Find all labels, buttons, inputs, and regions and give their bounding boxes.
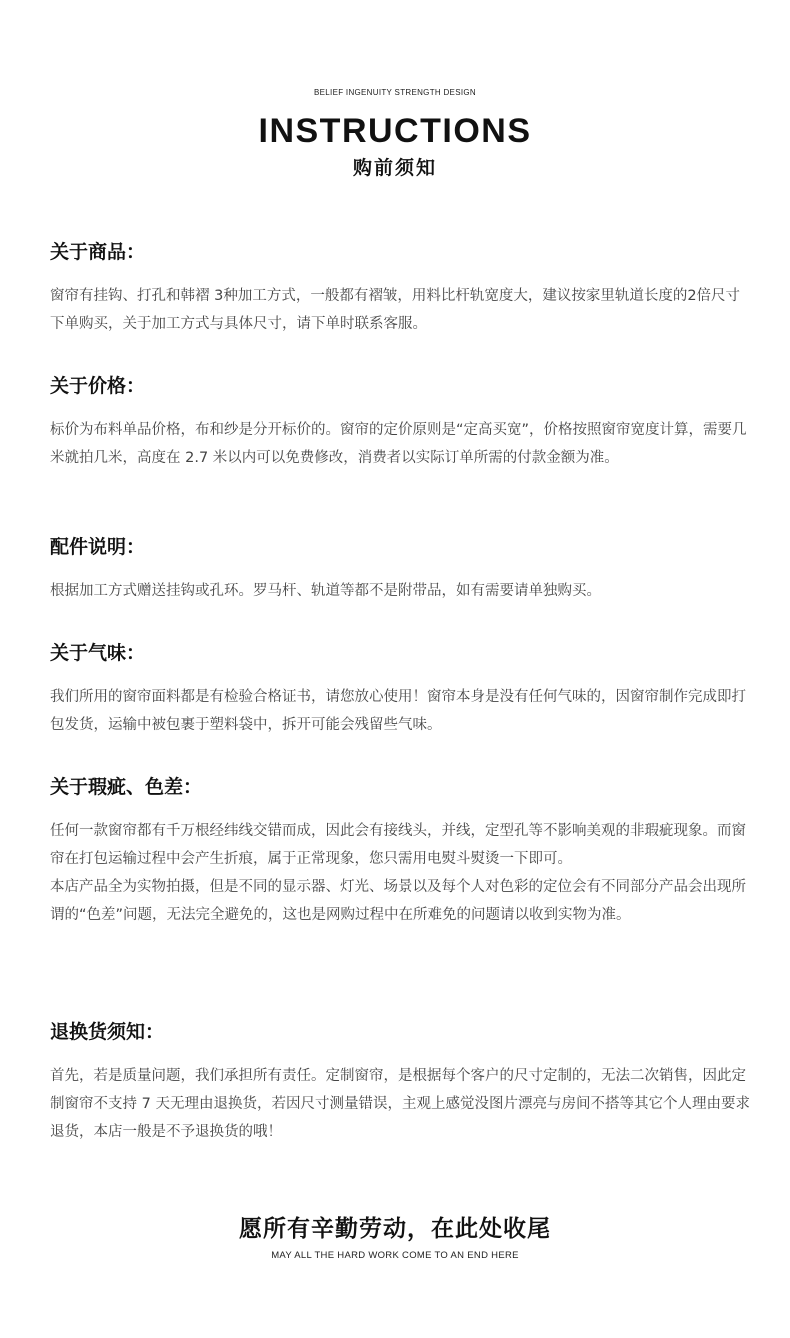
page-title-en: INSTRUCTIONS (258, 112, 532, 150)
section-paragraph: 首先，若是质量问题，我们承担所有责任。定制窗帘，是根据每个客户的尺寸定制的，无法二次销售，因此定制窗帘不支持 7 天无理由退换货，若因尺寸测量错误，主观上感觉没图片漂亮与房间不搭等其它个人理由要求退货，本店一般是不予退换货的哦！ (50, 1068, 750, 1140)
section-price (50, 374, 750, 472)
section-heading: 退换货须知： (50, 1021, 165, 1043)
footer-motto-en: MAY ALL THE HARD WORK COME TO AN END HERE (271, 1250, 519, 1261)
section-paragraph: 本店产品全为实物拍摄，但是不同的显示器、灯光、场景以及每个人对色彩的定位会有不同部分产品会出现所谓的“色差”问题，无法完全避免的，这也是网购过程中在所难免的问题请以收到实物为准。 (50, 879, 746, 923)
header-tagline: BELIEF INGENUITY STRENGTH DESIGN (314, 88, 476, 97)
section-returns (50, 1020, 750, 1146)
section-accessories (50, 535, 750, 605)
page-title-cn: 购前须知 (352, 157, 437, 179)
section-heading: 关于瑕疵、色差： (50, 776, 203, 798)
footer-motto-cn: 愿所有辛勤劳动，在此处收尾 (239, 1216, 551, 1242)
section-product (50, 240, 750, 338)
section-paragraph: 窗帘有挂钩、打孔和韩褶 3种加工方式，一般都有褶皱，用料比杆轨宽度大，建议按家里轨道长度的2倍尺寸下单购买，关于加工方式与具体尺寸，请下单时联系客服。 (50, 288, 741, 332)
section-paragraph: 根据加工方式赠送挂钩或孔环。罗马杆、轨道等都不是附带品，如有需要请单独购买。 (50, 583, 601, 599)
section-paragraph: 标价为布料单品价格，布和纱是分开标价的。窗帘的定价原则是“定高买宽”，价格按照窗帘宽度计算，需要几米就拍几米，高度在 2.7 米以内可以免费修改，消费者以实际订单所需的付款金额为准。 (50, 422, 747, 466)
section-heading: 配件说明： (50, 536, 146, 558)
section-heading: 关于气味： (50, 642, 146, 664)
section-heading: 关于价格： (50, 375, 146, 397)
section-heading: 关于商品： (50, 241, 146, 263)
section-paragraph: 任何一款窗帘都有千万根经纬线交错而成，因此会有接线头，并线，定型孔等不影响美观的非瑕疵现象。而窗帘在打包运输过程中会产生折痕，属于正常现象，您只需用电熨斗熨烫一下即可。 (50, 823, 746, 867)
section-paragraph: 我们所用的窗帘面料都是有检验合格证书，请您放心使用！窗帘本身是没有任何气味的，因窗帘制作完成即打包发货，运输中被包裹于塑料袋中，拆开可能会残留些气味。 (50, 689, 746, 733)
section-odor (50, 641, 750, 739)
section-defects-color (50, 775, 750, 929)
